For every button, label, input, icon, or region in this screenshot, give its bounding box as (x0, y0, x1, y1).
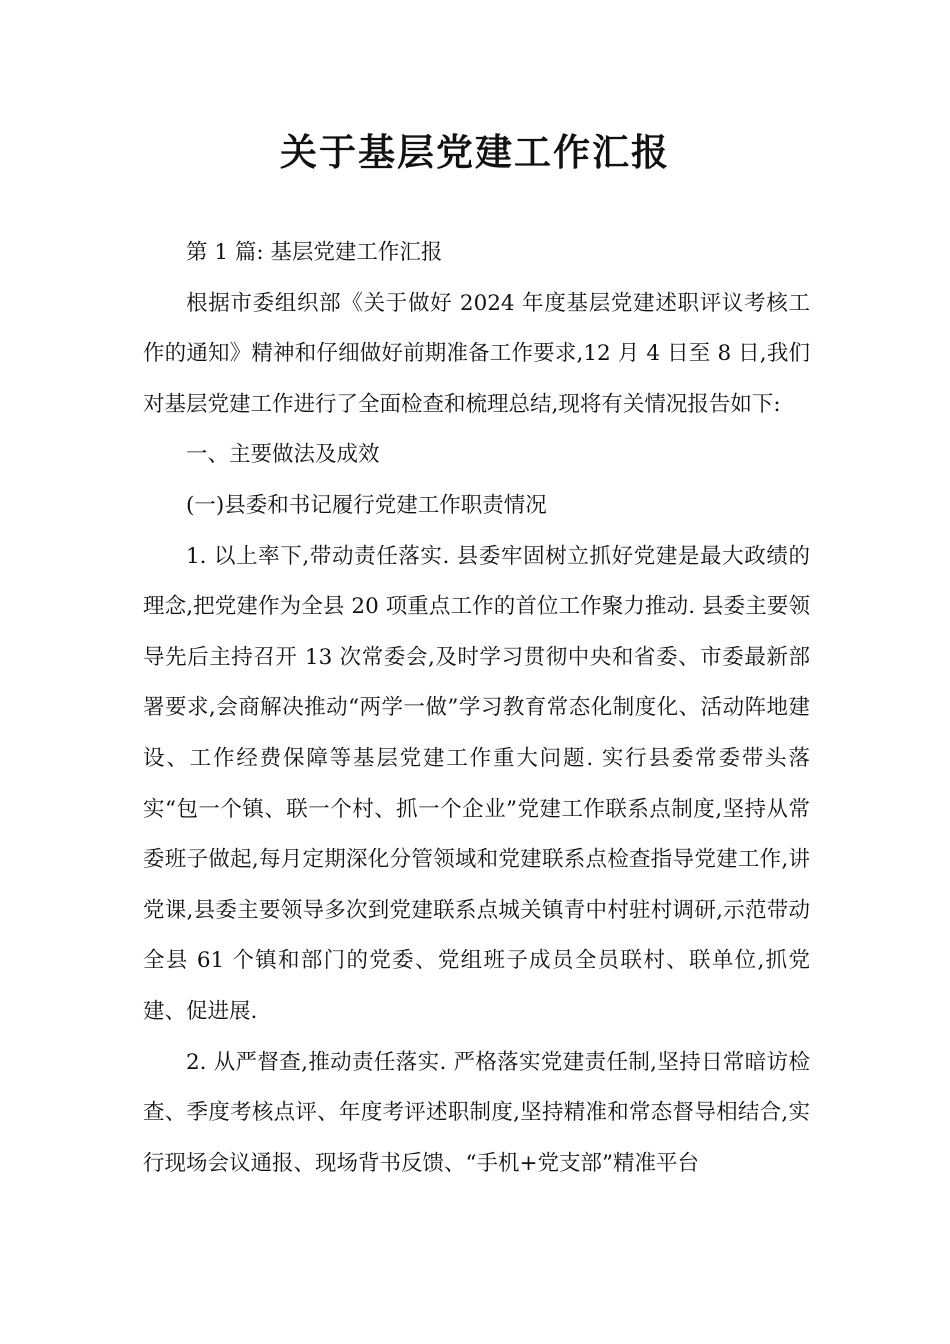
document-title: 关于基层党建工作汇报 (280, 131, 670, 174)
paragraph-subtitle: 第 1 篇: 基层党建工作汇报 (186, 240, 443, 265)
paragraph-item-2: 2. 从严督查,推动责任落实. 严格落实党建责任制,坚持日常暗访检查、季度考核点评、年度考评述职制度,坚持精准和常态督导相结合,实行现场会议通报、现场背书反馈、“手机+党支部”精准平台 (143, 1049, 810, 1176)
paragraph-intro: 根据市委组织部《关于做好 2024 年度基层党建述职评议考核工作的通知》精神和仔细做好前期准备工作要求,12 月 4 日至 8 日,我们对基层党建工作进行了全面检查和梳理总结,现将有关情况报告如下: (143, 290, 810, 417)
paragraph-item-1: 1. 以上率下,带动责任落实. 县委牢固树立抓好党建是最大政绩的理念,把党建作为全县 20 项重点工作的首位工作聚力推动. 县委主要领导先后主持召开 13 次常委会,及时学习贯彻中央和省委、市委最新部署要求,会商解决推动“两学一做”学习教育常态化制度化、活动阵地建设、工作经费保障等基层党建工作重大问题. 实行县委常委带头落实“包一个镇、联一个村、抓一个企业”党建工作联系点制度,坚持从常委班子做起,每月定期深化分管领域和党建联系点检查指导党建工作,讲党课,县委主要领导多次到党建联系点城关镇青中村驻村调研,示范带动全县 61 个镇和部门的党委、党组班子成员全员联村、联单位,抓党建、促进展. (143, 543, 810, 1024)
heading-section-1: 一、主要做法及成效 (186, 442, 380, 468)
heading-subsection-1: (一)县委和书记履行党建工作职责情况 (186, 492, 547, 518)
document-body (143, 228, 810, 1189)
